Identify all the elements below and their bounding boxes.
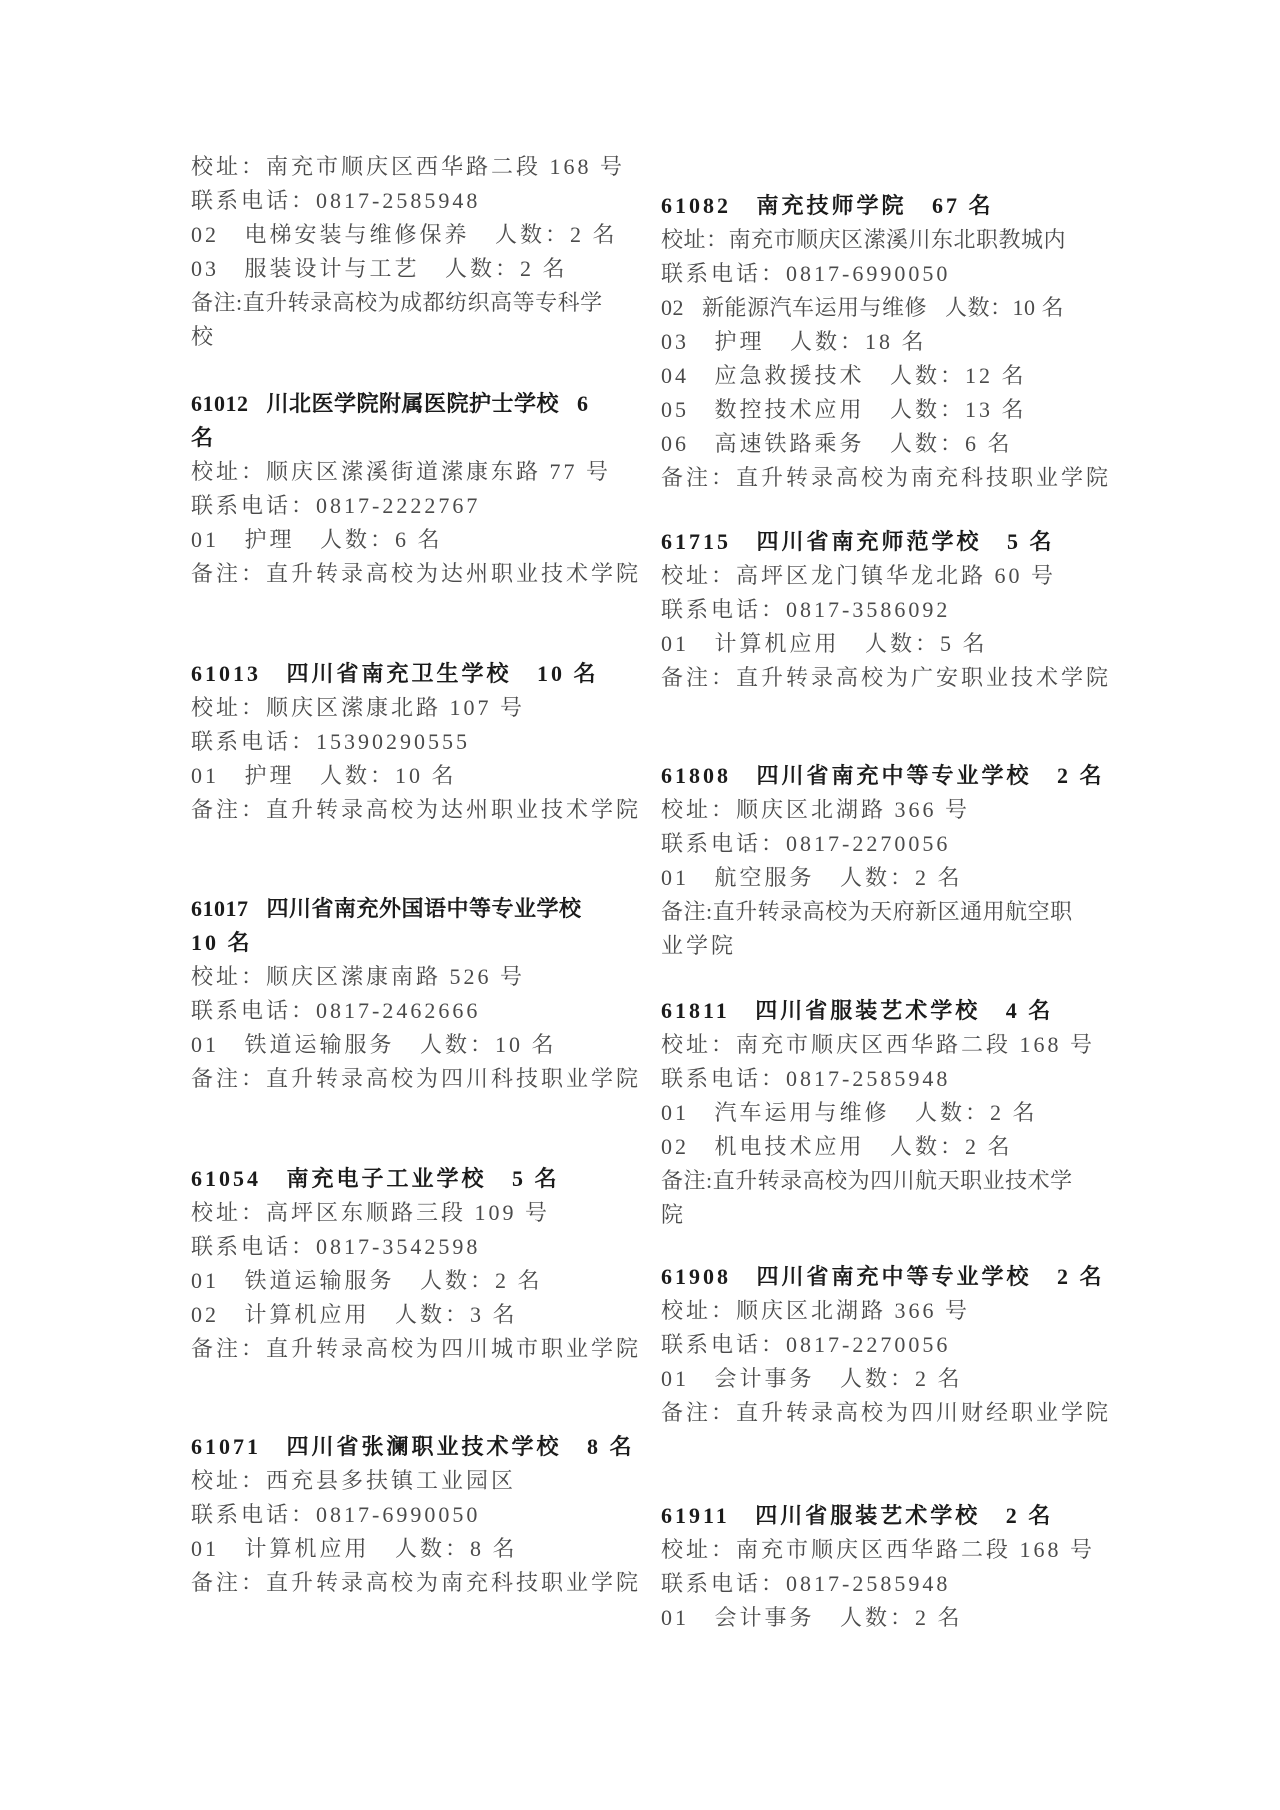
school-heading-wrap: 名 <box>191 425 217 450</box>
phone-line: 联系电话：0817-2585948 <box>661 1571 951 1596</box>
address-line: 校址：西充县多扶镇工业园区 <box>191 1468 517 1493</box>
note-line: 备注:直升转录高校为成都纺织高等专科学 <box>191 290 603 315</box>
address-line: 校址：高坪区龙门镇华龙北路 60 号 <box>661 563 1057 588</box>
note-line: 备注：直升转录高校为广安职业技术学院 <box>661 665 1112 690</box>
address-line: 校址：南充市顺庆区潆溪川东北职教城内 <box>661 227 1067 252</box>
phone-line: 联系电话：0817-6990050 <box>191 1502 481 1527</box>
school-block-61071 <box>191 1430 642 1600</box>
school-block-61012 <box>191 387 642 591</box>
phone-line: 联系电话：0817-2585948 <box>661 1066 951 1091</box>
note-line: 备注：直升转录高校为达州职业技术学院 <box>191 561 642 586</box>
major-line: 01 护理 人数：6 名 <box>191 527 443 552</box>
school-heading: 61071 四川省张澜职业技术学校 8 名 <box>191 1434 635 1459</box>
major-line: 03 服装设计与工艺 人数：2 名 <box>191 256 568 281</box>
school-block-61017 <box>191 892 642 1096</box>
major-line: 01 会计事务 人数：2 名 <box>661 1366 963 1391</box>
school-block-61811 <box>661 994 1107 1232</box>
school-heading: 61908 四川省南充中等专业学校 2 名 <box>661 1264 1105 1289</box>
address-line: 校址：顺庆区潆康南路 526 号 <box>191 964 526 989</box>
right-column <box>661 0 1112 1810</box>
note-line: 备注：直升转录高校为南充科技职业学院 <box>191 1570 642 1595</box>
school-heading: 61715 四川省南充师范学校 5 名 <box>661 529 1055 554</box>
major-line: 01 航空服务 人数：2 名 <box>661 865 963 890</box>
major-line: 05 数控技术应用 人数：13 名 <box>661 397 1027 422</box>
school-heading: 61054 南充电子工业学校 5 名 <box>191 1166 560 1191</box>
address-line: 校址：顺庆区北湖路 366 号 <box>661 797 971 822</box>
school-heading: 61811 四川省服装艺术学校 4 名 <box>661 998 1054 1023</box>
school-heading: 61911 四川省服装艺术学校 2 名 <box>661 1503 1054 1528</box>
school-block-61715 <box>661 525 1112 695</box>
major-line: 01 铁道运输服务 人数：10 名 <box>191 1032 557 1057</box>
major-line: 01 会计事务 人数：2 名 <box>661 1605 963 1630</box>
address-line: 校址：南充市顺庆区西华路二段 168 号 <box>661 1537 1096 1562</box>
major-line: 02 计算机应用 人数：3 名 <box>191 1302 518 1327</box>
major-line: 02 机电技术应用 人数：2 名 <box>661 1134 1013 1159</box>
phone-line: 联系电话：0817-2270056 <box>661 831 951 856</box>
note-line: 备注:直升转录高校为天府新区通用航空职 <box>661 899 1073 924</box>
school-block-61082 <box>661 189 1112 495</box>
major-line: 01 护理 人数：10 名 <box>191 763 457 788</box>
note-wrap-line: 业学院 <box>661 933 737 958</box>
major-line: 02 电梯安装与维修保养 人数：2 名 <box>191 222 618 247</box>
major-line: 01 汽车运用与维修 人数：2 名 <box>661 1100 1038 1125</box>
school-heading: 61017 四川省南充外国语中等专业学校 <box>191 896 582 921</box>
address-line: 校址：南充市顺庆区西华路二段 168 号 <box>661 1032 1096 1057</box>
school-heading: 61012 川北医学院附属医院护士学校 6 <box>191 391 589 416</box>
major-line: 02 新能源汽车运用与维修 人数：10 名 <box>661 295 1065 320</box>
school-block-continuation <box>191 150 637 354</box>
school-heading: 61082 南充技师学院 67 名 <box>661 193 994 218</box>
address-line: 校址：南充市顺庆区西华路二段 168 号 <box>191 154 626 179</box>
major-line: 03 护理 人数：18 名 <box>661 329 927 354</box>
major-line: 04 应急救援技术 人数：12 名 <box>661 363 1027 388</box>
note-wrap-line: 校 <box>191 324 217 349</box>
address-line: 校址：顺庆区潆溪街道潆康东路 77 号 <box>191 459 612 484</box>
phone-line: 联系电话：0817-6990050 <box>661 261 951 286</box>
address-line: 校址：顺庆区北湖路 366 号 <box>661 1298 971 1323</box>
school-heading: 61808 四川省南充中等专业学校 2 名 <box>661 763 1105 788</box>
note-line: 备注:直升转录高校为四川航天职业技术学 <box>661 1168 1073 1193</box>
address-line: 校址：顺庆区潆康北路 107 号 <box>191 695 526 720</box>
note-line: 备注：直升转录高校为四川城市职业学院 <box>191 1336 642 1361</box>
left-column <box>191 0 642 1810</box>
phone-line: 联系电话：0817-2222767 <box>191 493 481 518</box>
school-heading-wrap: 10 名 <box>191 930 253 955</box>
address-line: 校址：高坪区东顺路三段 109 号 <box>191 1200 551 1225</box>
note-line: 备注：直升转录高校为达州职业技术学院 <box>191 797 642 822</box>
phone-line: 联系电话：0817-2462666 <box>191 998 481 1023</box>
phone-line: 联系电话：0817-3542598 <box>191 1234 481 1259</box>
school-block-61013 <box>191 657 642 827</box>
major-line: 06 高速铁路乘务 人数：6 名 <box>661 431 1013 456</box>
school-block-61908 <box>661 1260 1112 1430</box>
school-block-61808 <box>661 759 1107 963</box>
school-block-61054 <box>191 1162 642 1366</box>
phone-line: 联系电话：0817-2585948 <box>191 188 481 213</box>
phone-line: 联系电话：15390290555 <box>191 729 471 754</box>
note-line: 备注：直升转录高校为四川科技职业学院 <box>191 1066 642 1091</box>
major-line: 01 铁道运输服务 人数：2 名 <box>191 1268 543 1293</box>
major-line: 01 计算机应用 人数：8 名 <box>191 1536 518 1561</box>
school-heading: 61013 四川省南充卫生学校 10 名 <box>191 661 599 686</box>
note-line: 备注：直升转录高校为南充科技职业学院 <box>661 465 1112 490</box>
phone-line: 联系电话：0817-2270056 <box>661 1332 951 1357</box>
note-line: 备注：直升转录高校为四川财经职业学院 <box>661 1400 1112 1425</box>
major-line: 01 计算机应用 人数：5 名 <box>661 631 988 656</box>
note-wrap-line: 院 <box>661 1202 687 1227</box>
phone-line: 联系电话：0817-3586092 <box>661 597 951 622</box>
school-block-61911 <box>661 1499 1107 1635</box>
